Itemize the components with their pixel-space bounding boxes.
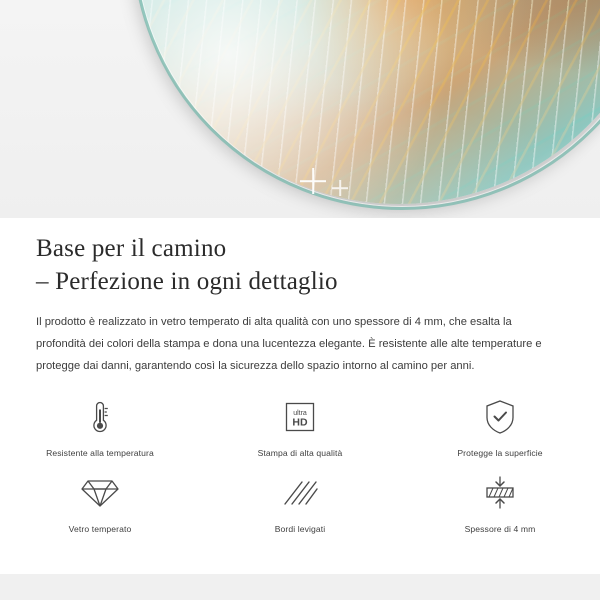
ultra-hd-icon	[281, 394, 319, 440]
feature-label: Resistente alla temperatura	[46, 448, 154, 458]
svg-text:ultra: ultra	[293, 410, 307, 417]
feature-item-thickness	[400, 470, 600, 534]
hero-image	[0, 0, 600, 218]
shield-check-icon	[482, 394, 518, 440]
feature-label: Bordi levigati	[274, 524, 326, 534]
feature-item-temperature	[0, 394, 200, 458]
feature-label: Vetro temperato	[68, 524, 132, 534]
round-glass-board-image	[132, 0, 600, 204]
headline-line-1: Base per il camino	[36, 235, 227, 262]
feature-item-tempered-glass	[0, 470, 200, 534]
feature-grid	[0, 394, 600, 534]
polished-edges-icon	[281, 470, 319, 516]
svg-text:HD: HD	[292, 416, 308, 429]
glass-sheen	[132, 0, 600, 204]
text-content	[0, 218, 600, 378]
thermometer-icon	[85, 394, 115, 440]
bottom-strip	[0, 574, 600, 600]
body-paragraph: Il prodotto è realizzato in vetro temperato di alta qualità con uno spessore di 4 mm, che esalta la profondità dei colori della stampa e dona una lucentezza elegante. È resistente alle alte temperature e protegge dai danni, garantendo così la sicurezza dello spazio intorno al camino per anni.	[36, 316, 542, 372]
feature-label: Protegge la superficie	[457, 448, 543, 458]
feature-item-polished-edges	[200, 470, 400, 534]
feature-label: Spessore di 4 mm	[464, 524, 536, 534]
feature-label: Stampa di alta qualità	[257, 448, 343, 458]
feature-item-surface-protection	[400, 394, 600, 458]
thickness-arrows-icon	[480, 470, 520, 516]
headline-line-2: – Perfezione in ogni dettaglio	[36, 268, 338, 295]
diamond-icon	[80, 470, 120, 516]
page-title	[0, 218, 600, 298]
feature-item-print-quality	[200, 394, 400, 458]
